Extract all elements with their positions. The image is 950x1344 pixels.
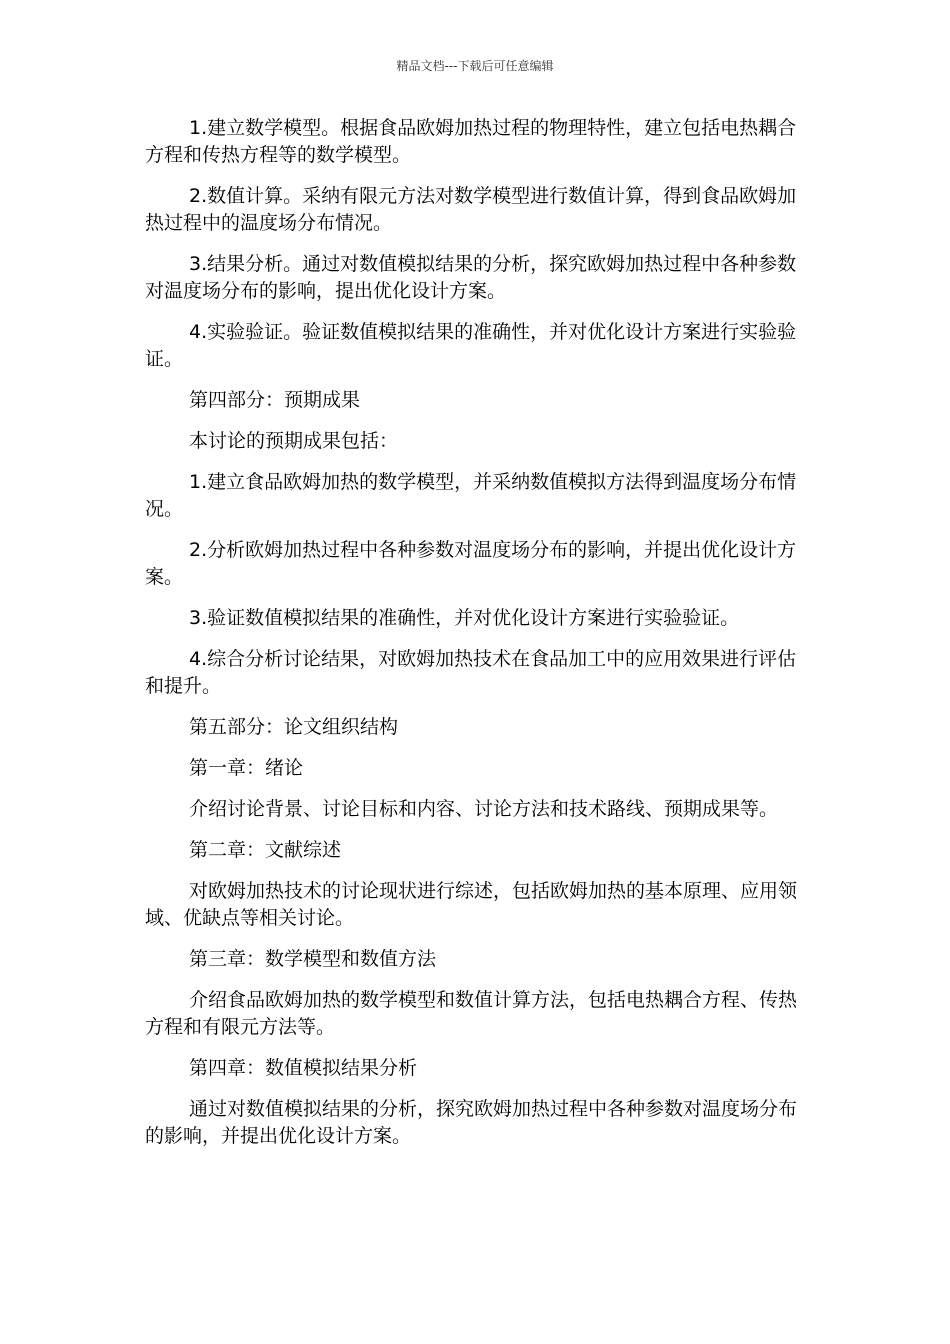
step-4-experiment-verify: 4.实验验证。验证数值模拟结果的准确性，并对优化设计方案进行实验验证。	[145, 321, 797, 370]
chapter-3-description: 介绍食品欧姆加热的数学模型和数值计算方法，包括电热耦合方程、传热方程和有限元方法等。	[145, 989, 798, 1038]
section-heading-part5: 第五部分：论文组织结构	[189, 716, 399, 738]
chapter-1-title: 第一章：绪论	[189, 757, 304, 779]
chapter-4-title: 第四章：数值模拟结果分析	[189, 1057, 418, 1079]
expected-result-4: 4.综合分析讨论结果，对欧姆加热技术在食品加工中的应用效果进行评估和提升。	[145, 648, 797, 697]
chapter-1-description: 介绍讨论背景、讨论目标和内容、讨论方法和技术路线、预期成果等。	[189, 798, 779, 820]
chapter-2-title: 第二章：文献综述	[189, 839, 342, 861]
expected-result-2: 2.分析欧姆加热过程中各种参数对温度场分布的影响，并提出优化设计方案。	[145, 539, 797, 588]
section-heading-part4: 第四部分：预期成果	[189, 389, 361, 411]
expected-result-1: 1.建立食品欧姆加热的数学模型，并采纳数值模拟方法得到温度场分布情况。	[145, 471, 797, 520]
chapter-2-description: 对欧姆加热技术的讨论现状进行综述，包括欧姆加热的基本原理、应用领域、优缺点等相关讨论。	[145, 880, 798, 929]
step-3-result-analysis: 3.结果分析。通过对数值模拟结果的分析，探究欧姆加热过程中各种参数对温度场分布的影响，提出优化设计方案。	[145, 253, 797, 302]
step-1-build-model: 1.建立数学模型。根据食品欧姆加热过程的物理特性，建立包括电热耦合方程和传热方程等的数学模型。	[145, 117, 797, 166]
page-header: 精品文档---下载后可任意编辑	[396, 59, 554, 73]
expected-results-intro: 本讨论的预期成果包括：	[189, 430, 399, 452]
chapter-4-description: 通过对数值模拟结果的分析，探究欧姆加热过程中各种参数对温度场分布的影响，并提出优化设计方案。	[145, 1098, 798, 1147]
expected-result-3: 3.验证数值模拟结果的准确性，并对优化设计方案进行实验验证。	[189, 607, 740, 629]
chapter-3-title: 第三章：数学模型和数值方法	[189, 948, 437, 970]
step-2-numerical-calc: 2.数值计算。采纳有限元方法对数学模型进行数值计算，得到食品欧姆加热过程中的温度场分布情况。	[145, 185, 797, 234]
document-body	[145, 115, 805, 1164]
